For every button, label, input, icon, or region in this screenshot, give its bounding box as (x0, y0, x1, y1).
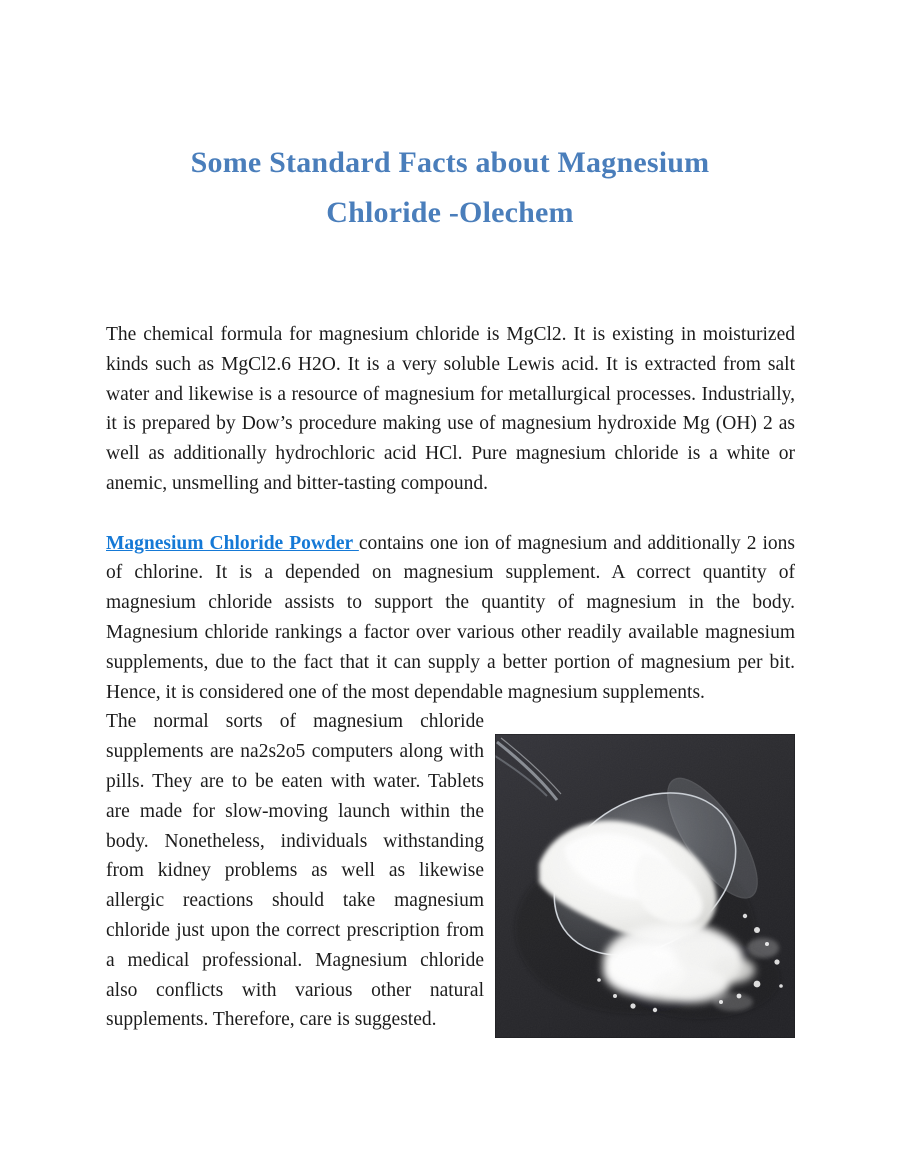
page-title (106, 138, 794, 238)
paragraph-powder-text: contains one ion of magnesium and additionally 2 ions of chlorine. It is a depended on magnesium supplement. A correct quantity of magnesium chloride assists to support the quantity of magnesium in the body. Magnesium chloride rankings a factor over various other readily available magnesium supplements, due to the fact that it can supply a better portion of magnesium per bit. Hence, it is considered one of the most dependable magnesium supplements. (106, 532, 795, 703)
paragraph-supplements-text: The normal sorts of magnesium chloride supplements are na2s2o5 computers along with pills. They are to be eaten with water. Tablets are made for slow-moving launch within the body. Nonetheless, individuals withstanding from kidney problems as well as likewise allergic reactions should take magnesium chloride just upon the correct prescription from a medical professional. Magnesium chloride also conflicts with various other natural supplements. Therefore, care is suggested. (106, 711, 484, 1031)
document-body (106, 320, 795, 1042)
paragraph-intro (106, 320, 795, 499)
magnesium-chloride-powder-link[interactable]: Magnesium Chloride Powder (106, 532, 359, 554)
page-title-line-2: Chloride -Olechem (326, 196, 574, 230)
product-image-container (495, 734, 795, 1038)
paragraph-intro-text: The chemical formula for magnesium chloride is MgCl2. It is existing in moisturized kinds such as MgCl2.6 H2O. It is a very soluble Lewis acid. It is extracted from salt water and likewise is a resource of magnesium for metallurgical processes. Industrially, it is prepared by Dow’s procedure making use of magnesium hydroxide Mg (OH) 2 as well as additionally hydrochloric acid HCl. Pure magnesium chloride is a white or anemic, unsmelling and bitter-tasting compound. (106, 324, 795, 494)
paragraph-powder (106, 529, 795, 708)
page-title-line-1: Some Standard Facts about Magnesium (190, 146, 710, 180)
magnesium-chloride-powder-photo (495, 734, 795, 1038)
